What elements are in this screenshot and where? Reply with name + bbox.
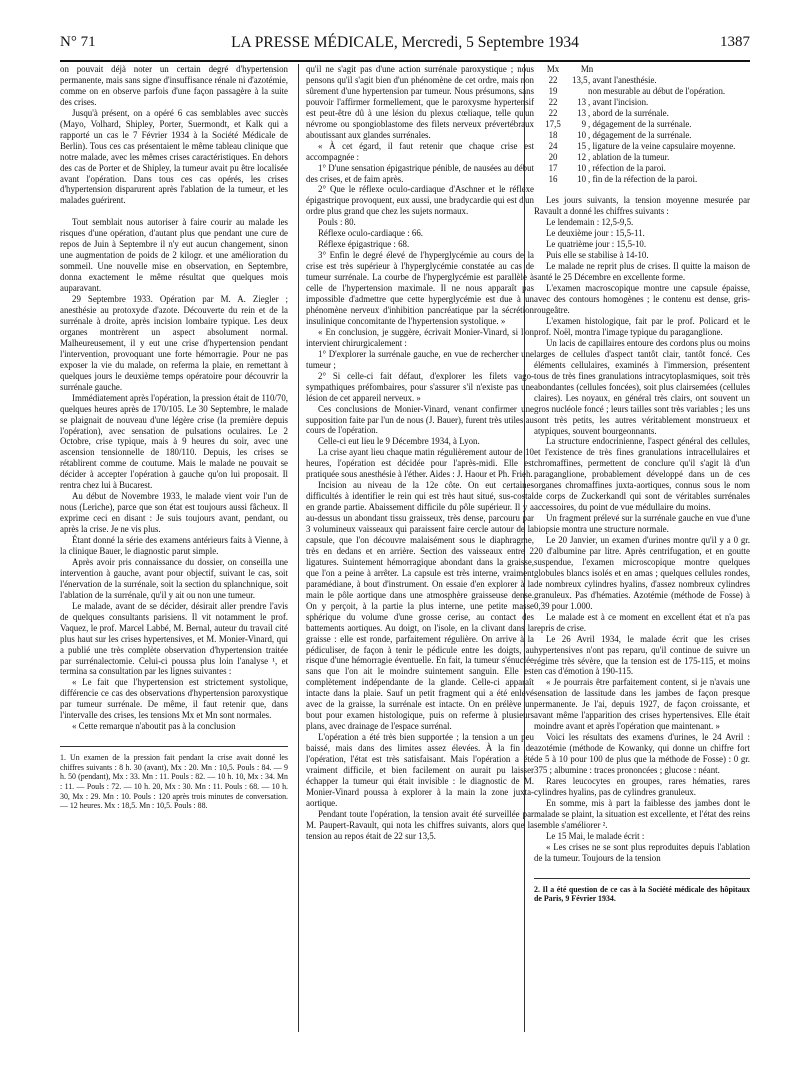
quote-paragraph: « Les crises ne se sont plus reproduites depuis l'ablation de la tumeur. Toujours de la tension: [534, 841, 750, 863]
list-item: Le quatrième jour : 15,5-10.: [546, 239, 647, 250]
footnote: [60, 746, 288, 811]
pressure-note: , dégagement de la surrénale.: [588, 129, 692, 140]
issue-number: N° 71: [60, 34, 96, 50]
quote-paragraph: « Je pourrais être parfaitement content, si je n'avais une sensation de lassitude dans les jambes de façon presque permanente. Je l'ai, depuis 1927, de façon croissante, et avant même l'apparition des crises hypertensives. Elle était moindre avant et après l'opération que maintenant. »: [534, 677, 750, 732]
pressure-note: , avant l'incision.: [588, 96, 649, 107]
paragraph: L'examen histologique, fait par le prof. Policard et le prof. Noël, montra l'image typique du paraganglione.: [534, 315, 750, 337]
quote-paragraph: « Cette remarque n'aboutit pas à la conclusion: [72, 721, 236, 732]
quote-paragraph: « Le fait que l'hypertension est strictement systolique, différencie ce cas des observations d'hypertension paroxystique par tumeur surrénale. De même, il faut retenir que, dans l'intervalle des crises, les tensions Mx et Mn sont normales.: [60, 677, 288, 721]
measurement-line: Réflexe oculo-cardiaque : 66.: [318, 228, 423, 239]
pressure-note: , abord de la surrénale.: [588, 107, 669, 118]
pressure-note: , ligature de la veine capsulaire moyenne.: [588, 140, 736, 151]
pressure-table-row: [534, 130, 750, 141]
paragraph: En somme, mis à part la faiblesse des jambes dont le malade se plaint, la situation est excellente, et l'état des reins semble s'améliorer ².: [534, 797, 750, 830]
pressure-table-row: [534, 86, 750, 97]
paragraph: Le 20 Janvier, un examen d'urines montre qu'il y a 0 gr. 20 d'albumine par litre. Après centrifugation, et en goutte suspendue, l'examen microscopique montre quelques globules blancs isolés et en amas ; quelques cellules rondes, de nombreux cylindres hyalins, d'assez nombreux cylindres granuleux. Pas d'hématies. Azotémie (méthode de Fosse) à 0,39 pour 1.000.: [534, 535, 750, 611]
paragraph: « À cet égard, il faut retenir que chaque crise est accompagnée :: [306, 140, 534, 162]
pressure-table-row: [534, 97, 750, 108]
mn-value: 13,5: [572, 74, 588, 85]
page-number: 1387: [720, 34, 750, 50]
column-1: [60, 64, 288, 811]
column-divider: [298, 64, 299, 1032]
pressure-note: , dégagement de la surrénale.: [588, 118, 692, 129]
paragraph: 2° Que le réflexe oculo-cardiaque d'Aschner et le réflexe épigastrique provoquent, eux aussi, une bradycardie qui est d'un ordre plus grand que chez les sujets normaux.: [306, 184, 534, 217]
footnote-text: 1. Un examen de la pression fait pendant la crise avait donné les chiffres suivants : 8 h. 30 (avant), Mx : 20. Mn : 10,5. Pouls : 84. — 9 h. 50 (pendant), Mx : 33. Mn : 11. Pouls : 82. — 10 h. 10, Mx : 34. Mn : 11. — Pouls : 72. — 10 h. 20, Mx : 30. Mn : 11. Pouls : 68. — 10 h. 30, Mx : 29. Mn : 10. Pouls : 120 après trois minutes de conversation. — 12 heures. Mx : 18,5. Mn : 10,5. Pouls : 88.: [60, 753, 288, 811]
mx-value: 22: [548, 74, 558, 85]
paragraph: Pendant toute l'opération, la tension avait été surveillée par M. Paupert-Ravault, qui nota les chiffres suivants, alors que la tension au repos était de 22 sur 13,5.: [306, 808, 534, 841]
mx-value: 18: [548, 129, 558, 140]
paragraph: La crise ayant lieu chaque matin régulièrement autour de 10 heures, l'opération est décidée pour l'après-midi. Elle est pratiquée sous anesthésie à l'éther. Aides : J. Haour et Ph. Frieh.: [306, 447, 534, 480]
pressure-table-row: [534, 108, 750, 119]
paragraph: 2° Si celle-ci fait défaut, d'explorer les filets vago-sympathiques préfombaires, pour s'assurer s'il n'existe pas une lésion de cet appareil nerveux. »: [306, 370, 534, 403]
mn-value: 10: [577, 162, 586, 173]
pressure-table-row: [534, 119, 750, 130]
mx-value: 24: [548, 140, 558, 151]
pressure-table: [534, 75, 750, 185]
paragraph: Tout semblait nous autoriser à faire courir au malade les risques d'une opération, d'autant plus que pendant une cure de repos de Juin à Septembre il n'y eut aucun changement, sinon une augmentation de poids de 2 kilogr. et une amélioration du sommeil. Une nouvelle mise en observation, en Septembre, donna exactement le même résultat que quelques mois auparavant.: [60, 217, 288, 294]
paragraph: Étant donné la série des examens antérieurs faits à Vienne, à la clinique Bauer, le diagnostic parut simple.: [60, 535, 288, 556]
list-item: Le deuxième jour : 15,5-11.: [546, 228, 645, 239]
paragraph: Un fragment prélevé sur la surrénale gauche en vue d'une biopsie montra une structure normale.: [534, 513, 750, 535]
paragraph: Le 26 Avril 1934, le malade écrit que les crises hypertensives n'ont pas reparu, qu'il continue de suivre un régime très sévère, que la tension est de 175-115, et moins en cas d'émotion à 190-115.: [534, 633, 750, 677]
mn-value: [572, 86, 588, 97]
footnote: [534, 878, 750, 904]
paragraph: L'examen macroscopique montre une capsule épaisse, avec des contours homogènes ; le contenu est dense, gris-rougeâtre.: [534, 283, 750, 316]
paragraph: Après avoir pris connaissance du dossier, on conseilla une intervention à gauche, avant pour objectif, suivant le cas, soit l'énervation de la surrénale, soit la section du splanchnique, soit l'ablation de la surrénale, qu'il y ait ou non une tumeur.: [60, 556, 288, 600]
paragraph: Le malade, avant de se décider, désirait aller prendre l'avis de quelques consultants parisiens. Il vit notamment le prof. Vaquez, le prof. Marcel Labbé, M. Bernal, auteur du travail cité plus haut sur les crises hypertensives, et M. Monier-Vinard, qui a publié une très complète observation d'hypertension traitée par surrénalectomie. Celui-ci poussa plus loin l'analyse ¹, et termina sa consultation par les lignes suivantes :: [60, 600, 288, 677]
pressure-note: , ablation de la tumeur.: [588, 151, 670, 162]
paragraph: Le malade ne reprit plus de crises. Il quitte la maison de santé le 25 Décembre en excellente forme.: [534, 261, 750, 283]
paragraph: Jusqu'à présent, on a opéré 6 cas semblables avec succès (Mayo, Volhard, Shipley, Porter, Suermondt, et Kalk qui a rapporté un cas le 7 Février 1934 à la Société Médicale de Berlin). Tous ces cas présentaient le même tableau clinique que notre malade, avec les mêmes crises caractéristiques. En dehors des cas de Porter et de Shipley, la tumeur avait pu être localisée avant l'opération. Dans tous ces cas opérés, les crises d'hypertension disparurent après l'ablation de la tumeur, et les malades guérirent.: [60, 107, 288, 206]
mx-value: 17: [548, 162, 558, 173]
mx-value: 22: [548, 96, 558, 107]
pressure-table-row: [534, 141, 750, 152]
paragraph: on pouvait déjà noter un certain degré d'hypertension permanente, mais sans signe d'insuffisance rénale ni d'azotémie, comme on en observe parfois d'une façon passagère à la suite des crises.: [60, 64, 288, 107]
mn-header: Mn: [580, 64, 594, 74]
pressure-note: , fin de la réfection de la paroi.: [588, 173, 698, 184]
list-item: Le lendemain : 12,5-9,5.: [546, 217, 634, 228]
mn-value: 13: [577, 96, 586, 107]
paragraph: qu'il ne s'agit pas d'une action surrénale paroxystique ; nous pensons qu'il s'agit bien d'un phénomène de cet ordre, mais non sûrement d'une hypertension par tumeur. Nous présumons, sans pouvoir l'affirmer formellement, que le paroxysme hypertensif est peut-être dû à une lésion du plexus cœliaque, telle qu'un névrome ou spongioblastome des filets nerveux prévertébraux aboutissant aux glandes surrénales.: [306, 64, 534, 140]
pressure-table-row: [534, 174, 750, 185]
paragraph: La structure endocrinienne, l'aspect général des cellules, et l'existence de très fines granulations intracellulaires et chromaffines, permettent de conclure qu'il s'agit là d'un paraganglione, probablement développé dans un de ces organes chromaffines juxta-aortiques, connus sous le nom de corps de Zuckerkandl qui sont de véritables surrénales accessoires, du point de vue médullaire du moins.: [534, 436, 750, 513]
page-header: [60, 34, 750, 62]
paragraph: Les jours suivants, la tension moyenne mesurée par Ravault a donné les chiffres suivants :: [534, 195, 750, 217]
pressure-note: , avant l'anesthésie.: [588, 74, 657, 85]
paragraph: Le 15 Mai, le malade écrit :: [546, 830, 645, 841]
column-3: [534, 64, 750, 904]
measurement-line: Pouls : 80.: [318, 217, 356, 228]
paragraph: Le malade est à ce moment en excellent état et n'a pas repris de crise.: [534, 611, 750, 633]
mx-value: 17,5: [545, 118, 561, 129]
paragraph: Un lacis de capillaires entoure des cordons plus ou moins larges de cellules d'aspect tantôt clair, tantôt foncé. Ces éléments cellulaires, examinés à l'immersion, présentent tous de très fines granulations intracytoplasmiques, soit très abondantes (cellules foncées), soit plus clairsemées (cellules claires). Les noyaux, en général très clairs, ont souvent un gros nucléole foncé ; leurs tailles sont très variables ; les uns sont très petits, les autres véritablement monstrueux et atypiques, souvent bourgeonnants.: [534, 337, 750, 436]
mn-value: 12: [577, 151, 586, 162]
pressure-note: non mesurable au début de l'opération.: [588, 85, 726, 96]
paragraph: Immédiatement après l'opération, la pression était de 110/70, quelques heures après de 170/105. Le 30 Septembre, le malade se plaignait de nouveau d'une légère crise (la première depuis l'opération), avec sensation de pulsations oculaires. Le 2 Octobre, crise typique, mais à 9 heures du soir, avec une ascension tensionnelle de 180/110. Depuis, les crises se rétablirent comme de coutume. Mais le malade ne pouvait se décider à accepter l'opération à gauche qu'on lui proposait. Il rentra chez lui à Bucarest.: [60, 392, 288, 491]
mx-header: Mx: [546, 64, 560, 74]
mn-value: 10: [577, 173, 586, 184]
mn-value: 9: [581, 118, 586, 129]
paragraph: 1° D'une sensation épigastrique pénible, de nausées au début des crises, et de faim après.: [306, 162, 534, 184]
paragraph: Voici les résultats des examens d'urines, le 24 Avril : azotémie (méthode de Kowanky, qui donne un chiffre fort de 5 à 10 pour 100 de plus que la méthode de Fosse) : 0 gr. 375 ; albumine : traces prononcées ; glucose : néant.: [534, 732, 750, 776]
pressure-table-header: [534, 64, 750, 75]
paragraph: « En conclusion, je suggère, écrivait Monier-Vinard, si l'on intervient chirurgicalement :: [306, 326, 534, 348]
mx-value: 20: [548, 151, 558, 162]
mn-value: 10: [577, 129, 586, 140]
footnote-text: 2. Il a été question de ce cas à la Société médicale des hôpitaux de Paris, 9 Février 1934.: [534, 884, 750, 904]
mx-value: 22: [548, 107, 558, 118]
list-item: Puis elle se stabilise à 14-10.: [546, 250, 649, 261]
pressure-table-row: [534, 152, 750, 163]
column-2: [306, 64, 534, 842]
paragraph: Au début de Novembre 1933, le malade vient voir l'un de nous (Leriche), parce que son état est toujours aussi fâcheux. Il exprime ceci en disant : Je suis toujours avant, pendant, ou après la crise. Je ne vis plus.: [60, 491, 288, 535]
journal-title-date: LA PRESSE MÉDICALE, Mercredi, 5 Septembre 1934: [231, 34, 579, 51]
pressure-table-row: [534, 75, 750, 86]
paragraph: Celle-ci eut lieu le 9 Décembre 1934, à Lyon.: [318, 436, 480, 447]
paragraph: L'opération a été très bien supportée ; la tension a un peu baissé, mais dans des limites assez élevées. À la fin de l'opération, l'état est très satisfaisant. Mais l'opération a été vraiment difficile, et bien facilement on aurait pu laisser échapper la tumeur qui était invisible : le diagnostic de M. Monier-Vinard poussa à explorer à la main la zone juxta-aortique.: [306, 732, 534, 808]
paragraph: 3° Enfin le degré élevé de l'hyperglycémie au cours de la crise est très supérieur à l'hyperglycémie constatée au cas de tumeur surrénale. La courbe de l'hyperglycémie est parallèle à celle de l'hypertension maximale. Il ne nous apparaît pas impossible d'admettre que cette hyperglycémie est due à un phénomène nerveux d'inhibition pancréatique par la sécrétion insulinique concomitante de l'hypertension systolique. »: [306, 250, 534, 326]
measurement-line: Réflexe épigastrique : 68.: [318, 239, 410, 250]
paragraph: Ces conclusions de Monier-Vinard, venant confirmer une supposition faite par l'un de nous (J. Bauer), furent très utiles au cours de l'opération.: [306, 403, 534, 436]
pressure-note: , réfection de la paroi.: [588, 162, 666, 173]
mx-value: 16: [548, 173, 558, 184]
mn-value: 13: [577, 107, 586, 118]
paragraph: 29 Septembre 1933. Opération par M. A. Ziegler ; anesthésie au protoxyde d'azote. Découverte du rein et de la surrénale à droite, après incision lombaire typique. Les deux organes montrèrent un aspect absolument normal. Malheureusement, il y eut une crise d'hypertension pendant l'intervention, provoquant une forte hémorragie. Pour ne pas exposer la vie du malade, on referma la plaie, en remettant à quelques jours le deuxième temps opératoire pour découvrir la surrénale gauche.: [60, 294, 288, 392]
pressure-table-row: [534, 163, 750, 174]
paragraph: Rares leucocytes en groupes, rares hématies, rares cylindres hyalins, pas de cylindres granuleux.: [534, 776, 750, 797]
mn-value: 15: [577, 140, 586, 151]
mx-value: 19: [548, 85, 558, 96]
paragraph: Incision au niveau de la 12e côte. On eut certaines difficultés à identifier le rein qui est très haut situé, sus-costal en grande partie. Abaissement difficile du pôle supérieur. Il y a au-dessus un abondant tissu graisseux, très dense, parcouru par 3 volumineux vaisseaux qui paraissent faire cercle autour de la capsule, que l'on découvre malaisément sous le diaphragme, très en dedans et en arrière. Section des vaisseaux entre 2 ligatures. Suintement hémorragique abondant dans la graisse, que l'on a peine à arrêter. La capsule est très interne, vraiment paramédiane, à bout d'instrument. On essaie d'en explorer à la main le pôle aortique dans une atmosphère graisseuse dense. On y perçoit, à la partie la plus interne, une petite masse sphérique du volume d'une grosse cerise, au contact des battements aortiques. Au doigt, on l'isole, en la clivant dans la graisse : elle est ronde, parfaitement régulière. On arrive à la pédiculiser, de façon à tenir le pédicule entre les doigts, au risque d'une hémorragie éventuelle. En fait, la tumeur s'énuclée sans que l'on ait le moindre suintement sanguin. Elle est complètement indépendante de la glande. Celle-ci apparaît intacte dans la plaie. Sauf un petit fragment qui a été enlevé avec de la graisse, la surrénale est intacte. On en prélève un bout pour examen histologique, puis on referme à plusieurs plans, avec drainage de l'espace surrénal.: [306, 480, 534, 732]
paragraph: 1° D'explorer la surrénale gauche, en vue de rechercher une tumeur ;: [306, 348, 534, 370]
